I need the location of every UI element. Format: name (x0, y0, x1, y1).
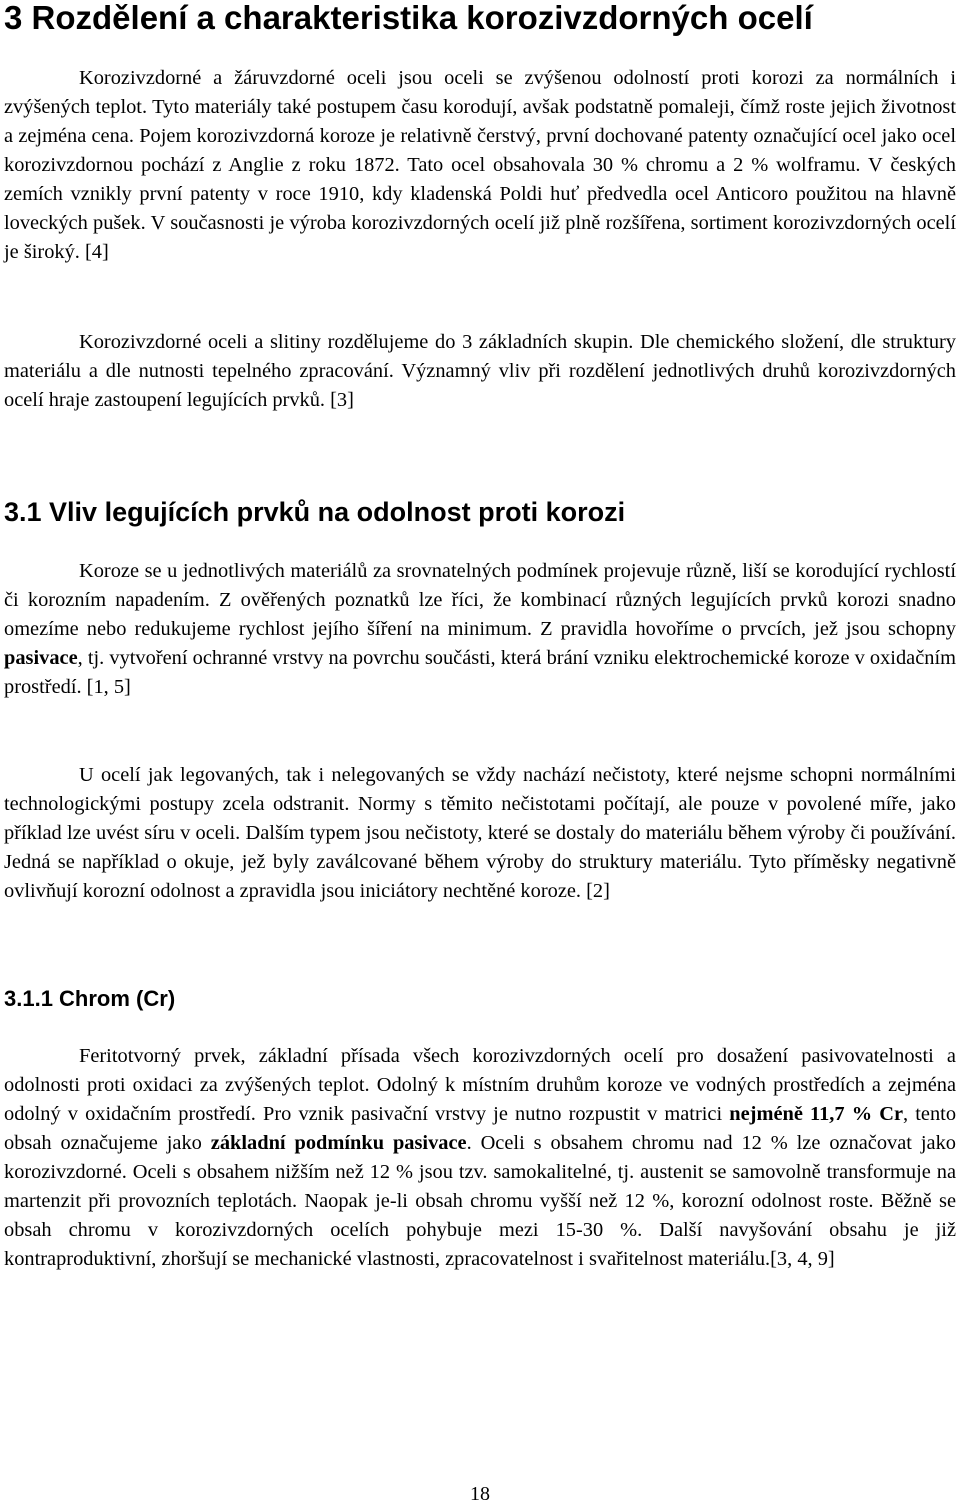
chromium-text-3: . Oceli s obsahem chromu nad 12 % lze označovat jako korozivzdorné. Oceli s obsahem nižším než 12 % jsou tzv. samokalitelné, tj. austenit se samovolně transformuje na martenzit při provozních teplotách. Naopak je-li obsah chromu vyšší než 12 %, korozní odolnost roste. Běžně se obsah chromu v korozivzdorných ocelích pohybuje mezi 15-30 %. Další navyšování obsahu je již kontraproduktivní, zhoršují se mechanické vlastnosti, zpracovatelnost i svařitelnost materiálu.[3, 4, 9] (4, 1132, 956, 1270)
subsection-heading-3-1-1: 3.1.1 Chrom (Cr) (4, 986, 176, 1011)
chromium-text-2: , tento obsah označujeme jako (4, 1103, 957, 1154)
impurities-paragraph: U ocelí jak legovaných, tak i nelegovaných se vždy nachází nečistoty, které nejsme schopni normálními technologickými postupy zcela odstranit. Normy s těmito nečistotami počítají, ale pouze v povolené míře, jako příklad lze uvést síru v oceli. Dalším typem jsou nečistoty, které se dostaly do materiálu během výroby či používání. Jedná se například o okuje, jež byly zaválcované během výroby do struktury materiálu. Tyto příměsky negativně ovlivňují korozní odolnost a zpravidla jsou iniciátory nechtěné koroze. [2] (4, 764, 956, 902)
section-heading-3-1: 3.1 Vliv legujících prvků na odolnost proti korozi (4, 497, 626, 527)
chapter-heading: 3 Rozdělení a charakteristika korozivzdorných ocelí (4, 0, 813, 36)
passivation-term: pasivace (4, 647, 78, 669)
page-number: 18 (470, 1483, 490, 1505)
corrosion-paragraph (4, 557, 956, 702)
classification-paragraph: Korozivzdorné oceli a slitiny rozdělujeme do 3 základních skupin. Dle chemického složení, dle struktury materiálu a dle nutnosti tepelného zpracování. Významný vliv při rozdělení jednotlivých druhů korozivzdorných ocelí hraje zastoupení legujících prvků. [3] (4, 331, 956, 411)
intro-paragraph: Korozivzdorné a žáruvzdorné oceli jsou oceli se zvýšenou odolností proti korozi za normálních i zvýšených teplot. Tyto materiály také postupem času korodují, avšak podstatně pomaleji, čímž roste jejich životnost a zejména cena. Pojem korozivzdorná koroze je relativně čerstvý, první dochované patenty označující ocel jako ocel korozivzdornou pochází z Anglie z roku 1872. Tato ocel obsahovala 30 % chromu a 2 % wolframu. V českých zemích vznikly první patenty v roce 1910, kdy kladenská Poldi huť předvedla ocel Anticoro použitou na hlavně loveckých pušek. V současnosti je výroba korozivzdorných ocelí již plně rozšířena, sortiment korozivzdorných ocelí je široký. [4] (4, 67, 956, 263)
corrosion-text-1: Koroze se u jednotlivých materiálů za srovnatelných podmínek projevuje různě, liší se korodující rychlostí či korozním napadením. Z ověřených poznatků lze říci, že kombinací různých legujících prvků korozi snadno omezíme nebo redukujeme rychlost jejího šíření na minimum. Z pravidla hovoříme o prvcích, jež jsou schopny (4, 560, 956, 640)
chromium-paragraph (4, 1042, 956, 1274)
corrosion-text-2: , tj. vytvoření ochranné vrstvy na povrchu součásti, která brání vzniku elektrochemické koroze v oxidačním prostředí. [1, 5] (4, 647, 956, 698)
passivation-condition-term: základní podmínku pasivace (210, 1132, 467, 1154)
chromium-minimum-term: nejméně 11,7 % Cr (729, 1103, 904, 1125)
chromium-text-1: Feritotvorný prvek, základní přísada všech korozivzdorných ocelí pro dosažení pasivovatelnosti a odolnosti proti oxidaci za zvýšených teplot. Odolný k místním druhům koroze ve vodných prostředích a zejména odolný v oxidačním prostředí. Pro vznik pasivační vrstvy je nutno rozpustit v matrici (4, 1045, 956, 1125)
